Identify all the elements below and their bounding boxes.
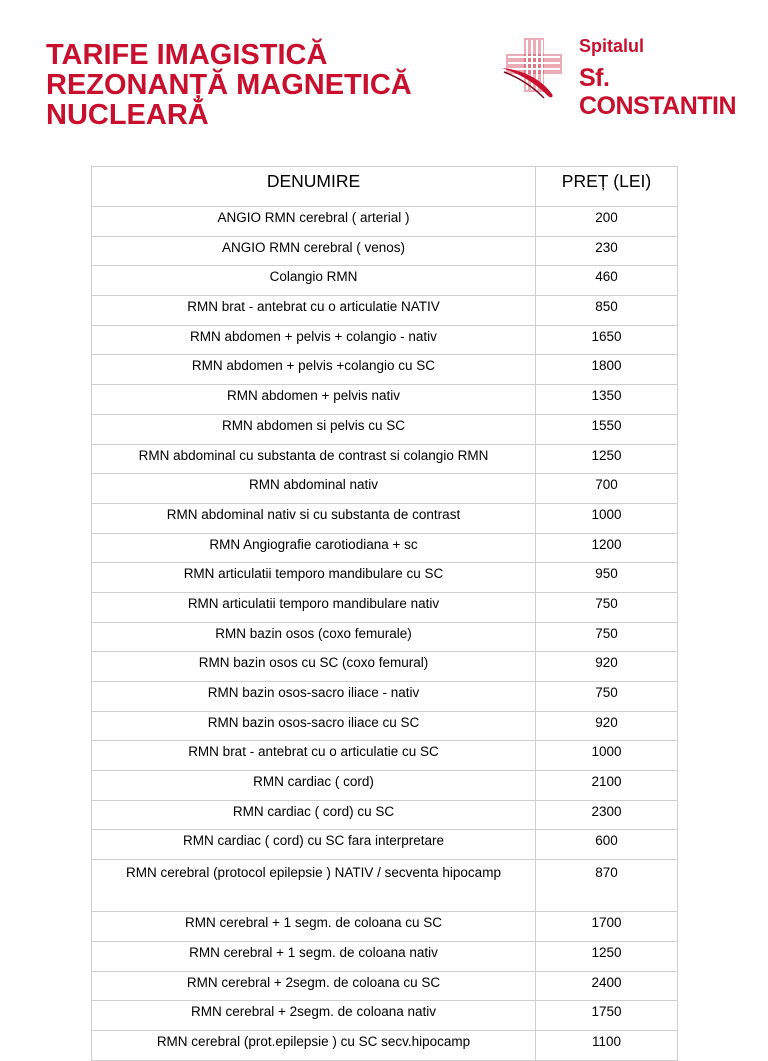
price-cell: 600 — [536, 830, 678, 860]
procedure-name-cell: RMN cerebral + 2segm. de coloana nativ — [92, 1001, 536, 1031]
price-table — [91, 166, 678, 1061]
table-row — [92, 207, 678, 237]
table-row — [92, 622, 678, 652]
price-cell: 1000 — [536, 741, 678, 771]
price-cell: 1100 — [536, 1030, 678, 1060]
procedure-name-cell: RMN abdominal nativ si cu substanta de contrast — [92, 503, 536, 533]
logo-text-spitalul: Spitalul — [579, 36, 645, 56]
procedure-name-cell: RMN cerebral + 1 segm. de coloana cu SC — [92, 912, 536, 942]
procedure-name-cell: RMN bazin osos-sacro iliace cu SC — [92, 711, 536, 741]
procedure-name-cell: RMN bazin osos cu SC (coxo femural) — [92, 652, 536, 682]
title-line-2: REZONANȚĂ MAGNETICĂ — [46, 69, 412, 101]
procedure-name-cell: RMN abdomen + pelvis +colangio cu SC — [92, 355, 536, 385]
procedure-name-cell: RMN bazin osos-sacro iliace - nativ — [92, 682, 536, 712]
procedure-name-cell: RMN cerebral + 1 segm. de coloana nativ — [92, 941, 536, 971]
table-row — [92, 444, 678, 474]
hospital-logo — [500, 34, 750, 120]
procedure-name-cell: ANGIO RMN cerebral ( arterial ) — [92, 207, 536, 237]
table-row — [92, 771, 678, 801]
price-cell: 920 — [536, 652, 678, 682]
procedure-name-cell: RMN abdominal cu substanta de contrast si colangio RMN — [92, 444, 536, 474]
table-row — [92, 741, 678, 771]
price-cell: 850 — [536, 296, 678, 326]
procedure-name-cell: RMN cerebral + 2segm. de coloana cu SC — [92, 971, 536, 1001]
table-row — [92, 592, 678, 622]
title-line-3: NUCLEARĂ — [46, 99, 209, 131]
table-row — [92, 236, 678, 266]
price-cell: 1000 — [536, 503, 678, 533]
table-row — [92, 414, 678, 444]
table-row — [92, 711, 678, 741]
table-row — [92, 860, 678, 912]
table-row — [92, 941, 678, 971]
price-cell: 750 — [536, 592, 678, 622]
price-cell: 920 — [536, 711, 678, 741]
price-cell: 1550 — [536, 414, 678, 444]
procedure-name-cell: RMN abdomen si pelvis cu SC — [92, 414, 536, 444]
title-line-1: TARIFE IMAGISTICĂ — [46, 39, 328, 71]
procedure-name-cell: RMN cardiac ( cord) cu SC — [92, 800, 536, 830]
table-row — [92, 296, 678, 326]
table-row — [92, 800, 678, 830]
table-row — [92, 1001, 678, 1031]
procedure-name-cell: RMN cardiac ( cord) — [92, 771, 536, 801]
table-header-row — [92, 167, 678, 207]
price-cell: 2300 — [536, 800, 678, 830]
price-cell: 750 — [536, 622, 678, 652]
table-row — [92, 355, 678, 385]
table-row — [92, 533, 678, 563]
procedure-name-cell: RMN bazin osos (coxo femurale) — [92, 622, 536, 652]
table-row — [92, 385, 678, 415]
procedure-name-cell: RMN abdomen + pelvis nativ — [92, 385, 536, 415]
price-cell: 1200 — [536, 533, 678, 563]
procedure-name-cell: RMN brat - antebrat cu o articulatie NATIV — [92, 296, 536, 326]
price-cell: 950 — [536, 563, 678, 593]
table-row — [92, 912, 678, 942]
procedure-name-cell: RMN articulatii temporo mandibulare nativ — [92, 592, 536, 622]
price-cell: 1350 — [536, 385, 678, 415]
procedure-name-cell: RMN brat - antebrat cu o articulatie cu SC — [92, 741, 536, 771]
page-title — [46, 40, 412, 130]
price-cell: 1250 — [536, 941, 678, 971]
procedure-name-cell: RMN cerebral (protocol epilepsie ) NATIV / secventa hipocamp — [92, 860, 536, 912]
price-cell: 1800 — [536, 355, 678, 385]
table-row — [92, 325, 678, 355]
price-cell: 230 — [536, 236, 678, 266]
price-cell: 200 — [536, 207, 678, 237]
price-cell: 2100 — [536, 771, 678, 801]
procedure-name-cell: RMN Angiografie carotiodiana + sc — [92, 533, 536, 563]
table-body — [92, 207, 678, 1061]
price-cell: 750 — [536, 682, 678, 712]
table-row — [92, 503, 678, 533]
price-cell: 2400 — [536, 971, 678, 1001]
procedure-name-cell: ANGIO RMN cerebral ( venos) — [92, 236, 536, 266]
procedure-name-cell: RMN cerebral (prot.epilepsie ) cu SC secv.hipocamp — [92, 1030, 536, 1060]
table-row — [92, 266, 678, 296]
logo-text-name: Sf. CONSTANTIN — [579, 64, 737, 120]
price-cell: 1650 — [536, 325, 678, 355]
table-row — [92, 971, 678, 1001]
procedure-name-cell: RMN cardiac ( cord) cu SC fara interpretare — [92, 830, 536, 860]
hospital-cross-logo-icon — [500, 34, 580, 100]
price-cell: 700 — [536, 474, 678, 504]
price-cell: 870 — [536, 860, 678, 912]
procedure-name-cell: RMN abdomen + pelvis + colangio - nativ — [92, 325, 536, 355]
procedure-name-cell: RMN articulatii temporo mandibulare cu SC — [92, 563, 536, 593]
price-cell: 460 — [536, 266, 678, 296]
column-header-name: DENUMIRE — [92, 167, 536, 207]
table-row — [92, 682, 678, 712]
price-cell: 1700 — [536, 912, 678, 942]
table-row — [92, 563, 678, 593]
procedure-name-cell: Colangio RMN — [92, 266, 536, 296]
table-row — [92, 652, 678, 682]
table-row — [92, 830, 678, 860]
procedure-name-cell: RMN abdominal nativ — [92, 474, 536, 504]
price-cell: 1250 — [536, 444, 678, 474]
column-header-price: PREȚ (LEI) — [536, 167, 678, 207]
table-row — [92, 474, 678, 504]
price-cell: 1750 — [536, 1001, 678, 1031]
table-row — [92, 1030, 678, 1060]
